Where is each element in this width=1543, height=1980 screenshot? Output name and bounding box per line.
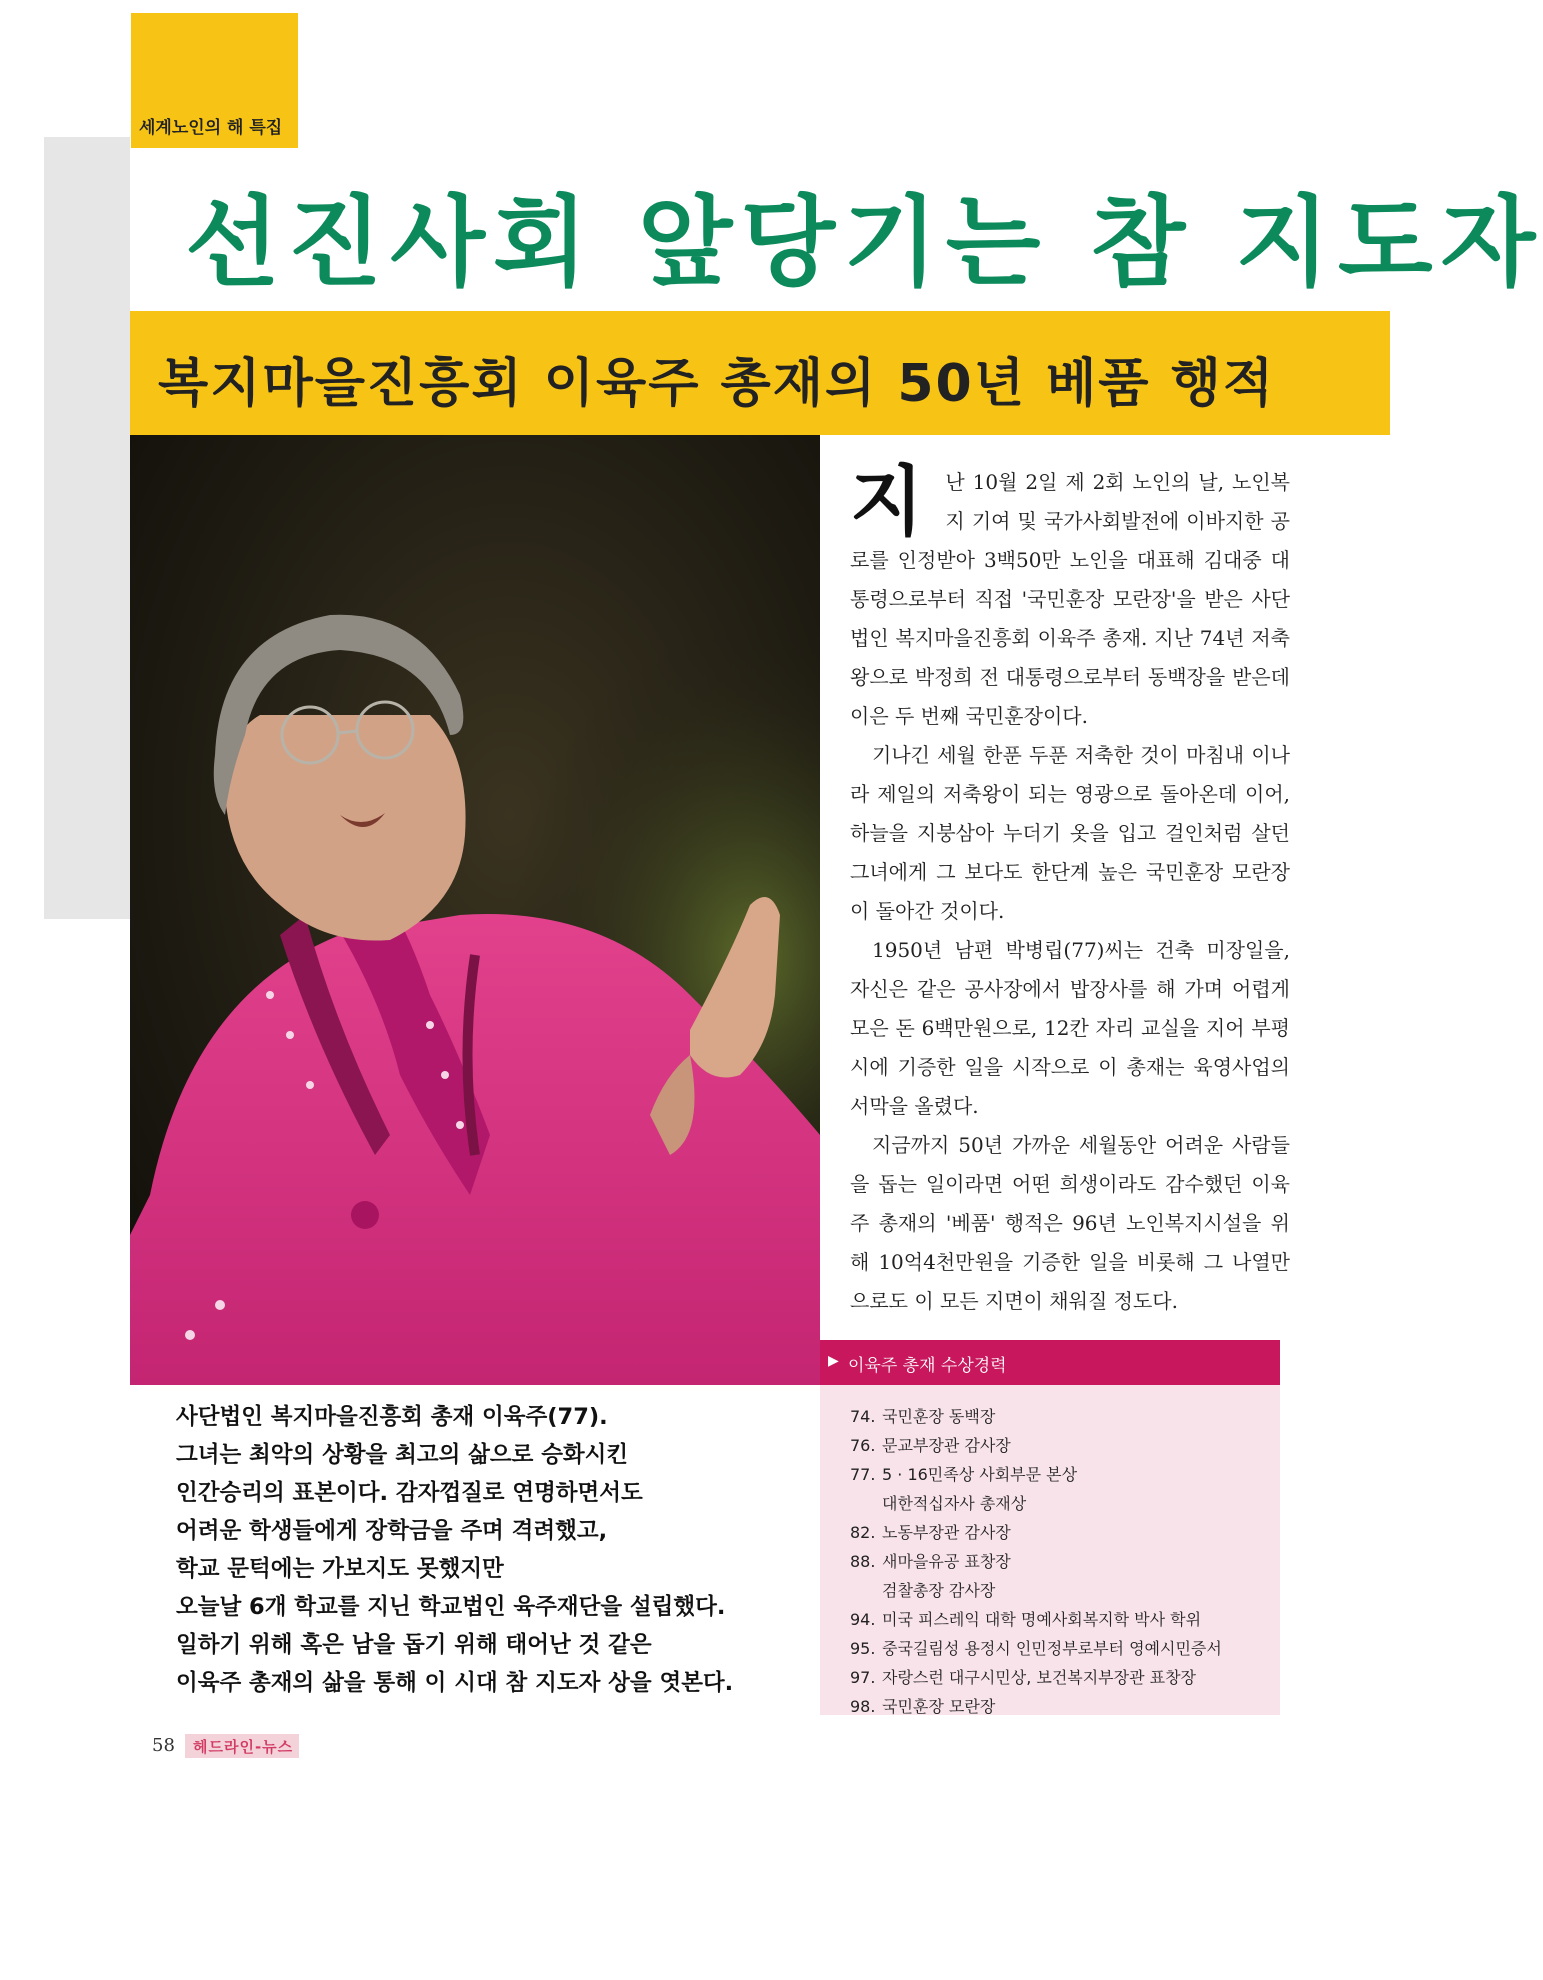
- portrait-photo: [130, 435, 820, 1385]
- award-item: 97. 자랑스런 대구시민상, 보건복지부장관 표창장: [850, 1668, 1197, 1687]
- article-body: [850, 457, 1290, 1321]
- award-item: 82. 노동부장관 감사장: [850, 1523, 1011, 1542]
- award-item: 94. 미국 피스레익 대학 명예사회복지학 박사 학위: [850, 1610, 1202, 1629]
- headline: 선진사회 앞당기는 참 지도자: [185, 186, 1543, 300]
- pullquote-line: 학교 문턱에는 가보지도 못했지만: [176, 1556, 504, 1582]
- award-item: 검찰총장 감사장: [882, 1581, 996, 1600]
- section-tag: [131, 13, 298, 148]
- subtitle: 복지마을진흥회 이육주 총재의 50년 베품 행적: [158, 354, 1276, 414]
- pullquote-line: 그녀는 최악의 상황을 최고의 삶으로 승화시킨: [176, 1442, 629, 1468]
- article-paragraph: 지 난 10월 2일 제 2회 노인의 날, 노인복지 기여 및 국가사회발전에 이바지한 공로를 인정받아 3백50만 노인을 대표해 김대중 대통령으로부터 직접 '국민훈장 모란장'을 받은 사단법인 복지마을진흥회 이육주 총재. 지난 74년 저축왕으로 박정희 전 대통령으로부터 동백장을 받은데 이은 두 번째 국민훈장이다.: [850, 457, 1290, 728]
- award-item: 76. 문교부장관 감사장: [850, 1436, 1011, 1455]
- publication-badge: [185, 1734, 299, 1758]
- section-tag-label: 세계노인의 해 특집: [139, 118, 283, 138]
- article-paragraph: 지금까지 50년 가까운 세월동안 어려운 사람들을 돕는 일이라면 어떤 희생이라도 감수했던 이육주 총재의 '베품' 행적은 96년 노인복지시설을 위해 10억4천만원을 기증한 일을 비롯해 그 나열만으로도 이 모든 지면이 채워질 정도다.: [850, 1133, 1290, 1313]
- pullquote-line: 일하기 위해 혹은 남을 돕기 위해 태어난 것 같은: [176, 1632, 652, 1658]
- awards-heading: 이육주 총재 수상경력: [848, 1356, 1007, 1376]
- publication-name: 헤드라인-뉴스: [193, 1738, 294, 1756]
- article-paragraph: 1950년 남편 박병립(77)씨는 건축 미장일을, 자신은 같은 공사장에서 밥장사를 해 가며 어렵게 모은 돈 6백만원으로, 12칸 자리 교실을 지어 부평시에 기증한 일을 시작으로 이 총재는 육영사업의 서막을 올렸다.: [850, 938, 1290, 1118]
- pullquote-line: 사단법인 복지마을진흥회 총재 이육주(77).: [176, 1404, 608, 1430]
- pullquote-line: 오늘날 6개 학교를 지닌 학교법인 육주재단을 설립했다.: [176, 1594, 726, 1620]
- award-item: 88. 새마을유공 표창장: [850, 1552, 1011, 1571]
- triangle-right-icon: ▶: [828, 1353, 839, 1369]
- award-item: 95. 중국길림성 용정시 인민정부로부터 영예시민증서: [850, 1639, 1222, 1658]
- awards-list: [850, 1402, 1270, 1721]
- pullquote-line: 이육주 총재의 삶을 통해 이 시대 참 지도자 상을 엿본다.: [176, 1670, 734, 1696]
- decorative-side-bar: [44, 137, 130, 919]
- drop-cap: 지: [850, 457, 924, 546]
- award-item: 77. 5 · 16민족상 사회부문 본상: [850, 1465, 1078, 1484]
- portrait-illustration: [130, 435, 820, 1385]
- pullquote-line: 인간승리의 표본이다. 감자껍질로 연명하면서도: [176, 1480, 643, 1506]
- article-paragraph: 기나긴 세월 한푼 두푼 저축한 것이 마침내 이나라 제일의 저축왕이 되는 영광으로 돌아온데 이어, 하늘을 지붕삼아 누더기 옷을 입고 걸인처럼 살던 그녀에게 그 보다도 한단계 높은 국민훈장 모란장이 돌아간 것이다.: [850, 743, 1290, 923]
- subtitle-banner: [130, 311, 1390, 435]
- award-item: 대한적십자사 총재상: [882, 1494, 1027, 1513]
- award-item: 98. 국민훈장 모란장: [850, 1697, 996, 1716]
- pullquote-line: 어려운 학생들에게 장학금을 주며 격려했고,: [176, 1518, 608, 1544]
- awards-heading-bar: [820, 1340, 1280, 1385]
- pullquote: [176, 1398, 776, 1702]
- award-item: 74. 국민훈장 동백장: [850, 1407, 996, 1426]
- page-number: 58: [152, 1735, 175, 1756]
